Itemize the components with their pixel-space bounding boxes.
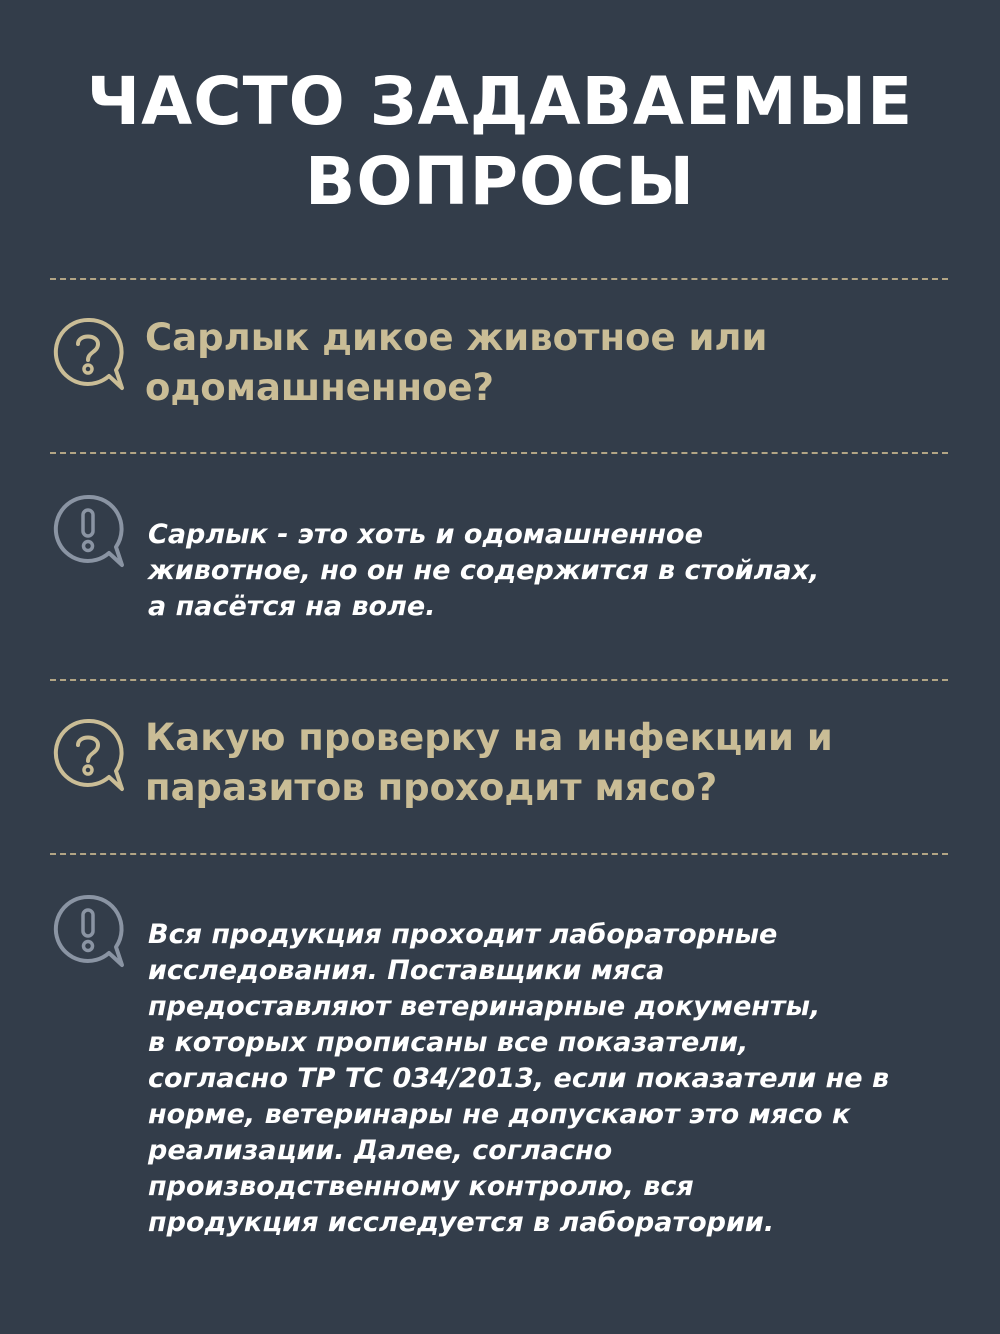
faq-answer-line: животное, но он не содержится в стойлах,: [148, 555, 820, 586]
page-title-line: ЧАСТО ЗАДАВАЕМЫЕ: [86, 63, 914, 140]
dashed-divider: [50, 278, 948, 280]
faq-answer: [148, 917, 968, 1241]
exclamation-bubble-icon: [50, 493, 126, 569]
faq-question-line: Какую проверку на инфекции и: [145, 716, 833, 759]
faq-answer-line: Сарлык - это хоть и одомашненное: [148, 519, 703, 550]
faq-answer-line: согласно ТР ТС 034/2013, если показатели не в: [148, 1063, 890, 1094]
faq-question: [145, 313, 965, 413]
faq-answer-line: предоставляют ветеринарные документы,: [148, 991, 821, 1022]
faq-question-line: Сарлык дикое животное или: [145, 316, 768, 359]
page-title: [0, 62, 1000, 222]
faq-answer-line: норме, ветеринары не допускают это мясо к: [148, 1099, 851, 1130]
faq-answer: [148, 517, 968, 625]
exclamation-bubble-icon: [50, 893, 126, 969]
faq-answer-line: Вся продукция проходит лабораторные: [148, 919, 778, 950]
dashed-divider: [50, 679, 948, 681]
faq-question-line: одомашненное?: [145, 366, 494, 409]
faq-answer-line: а пасётся на воле.: [148, 591, 436, 622]
faq-answer-line: исследования. Поставщики мяса: [148, 955, 665, 986]
faq-answer-line: производственному контролю, вся: [148, 1171, 694, 1202]
faq-answer-line: продукция исследуется в лаборатории.: [148, 1207, 775, 1238]
dashed-divider: [50, 853, 948, 855]
faq-question-line: паразитов проходит мясо?: [145, 766, 718, 809]
faq-answer-line: в которых прописаны все показатели,: [148, 1027, 749, 1058]
faq-question: [145, 713, 965, 813]
page-title-line: ВОПРОСЫ: [305, 143, 695, 220]
dashed-divider: [50, 452, 948, 454]
question-bubble-icon: [50, 717, 126, 793]
question-bubble-icon: [50, 316, 126, 392]
faq-answer-line: реализации. Далее, согласно: [148, 1135, 613, 1166]
